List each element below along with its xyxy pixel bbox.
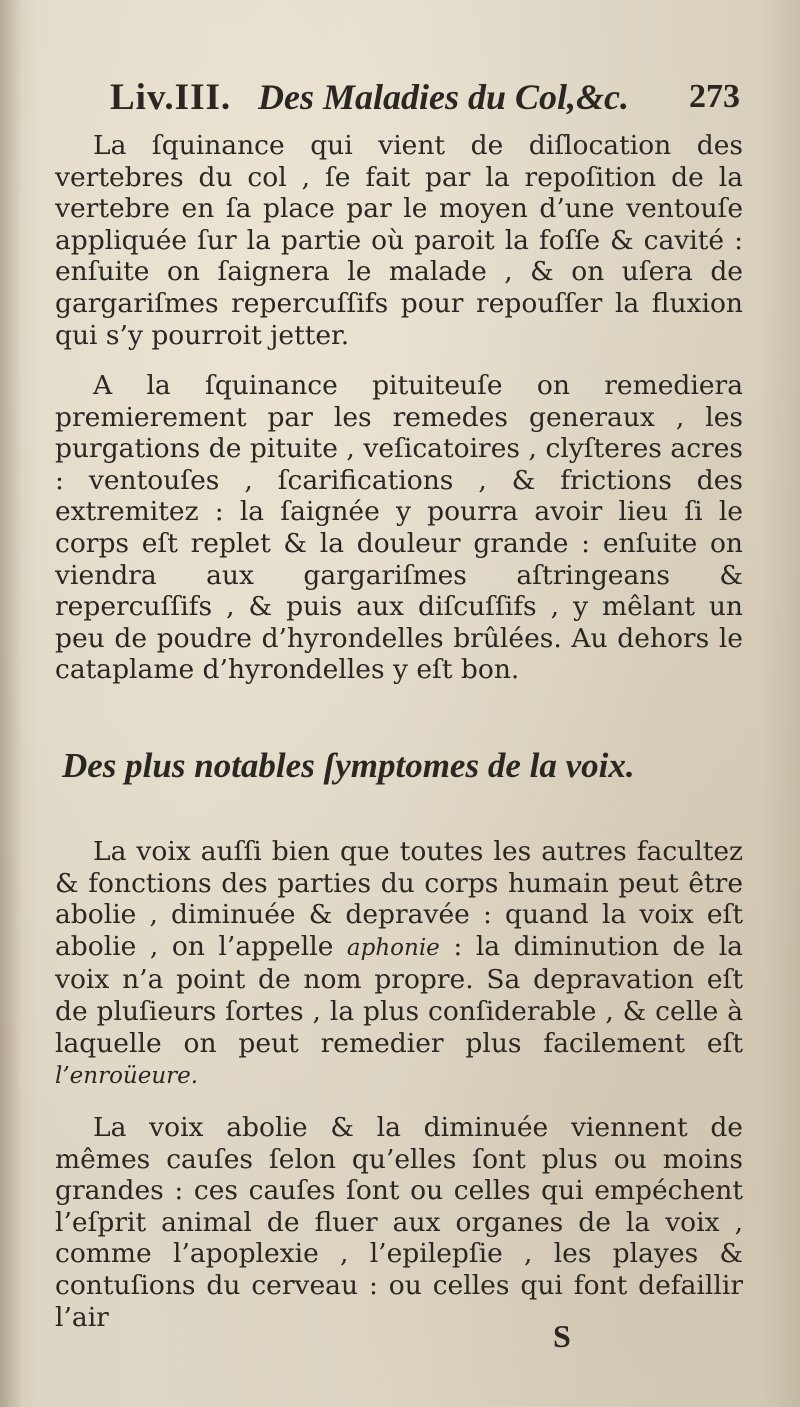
- book-number: Liv.III.: [110, 77, 232, 118]
- paragraph-text: La voix auſſi bien que toutes les autres facultez & fonctions des parties du corps humain peut être abolie , diminuée & depravée : quand la voix eſt abolie , on l’appelle: [55, 836, 743, 962]
- paragraph-text: : la diminution de la voix n’a point de nom propre. Sa depravation eſt de pluſieurs ſortes , la plus conſiderable , & celle à laquelle on peut remedier plus facilement eſt: [55, 930, 743, 1059]
- running-head: [110, 76, 740, 124]
- paragraph-voice-abolished: [55, 836, 743, 1093]
- paragraph-dislocation: La ſquinance qui vient de diſlocation des vertebres du col , ſe fait par la repoſition de la vertebre en ſa place par le moyen d’une ventouſe appliquée ſur la partie où paroit la foſſe & cavité : enſuite on ſaignera le malade , & on uſera de gargariſmes repercuſſifs pour repouſſer la fluxion qui s’y pourroit jetter.: [55, 130, 743, 351]
- page-number: 273: [689, 78, 740, 115]
- term-enroueure: l’enroüeure.: [55, 1063, 199, 1090]
- binding-shadow: [0, 0, 22, 1407]
- term-aphonie: aphonie: [346, 934, 440, 961]
- paragraph-causes: La voix abolie & la diminuée viennent de mêmes cauſes ſelon qu’elles ſont plus ou moins grandes : ces cauſes ſont ou celles qui empéchent l’eſprit animal de fluer aux organes de la voix , comme l’apoplexie , l’epilepſie , les playes & contuſions du cerveau : ou celles qui font defaillir l’air: [55, 1112, 743, 1333]
- paragraph-pituitous-quinsy: A la ſquinance pituiteuſe on remediera premierement par les remedes generaux , les purgations de pituite , veſicatoires , clyſteres acres : ventouſes , ſcarifications , & frictions des extremitez : la ſaignée y pourra avoir lieu ſi le corps eſt replet & la douleur grande : enſuite on viendra aux gargariſmes aſtringeans & repercuſſifs , & puis aux diſcuſſifs , y mêlant un peu de poudre d’hyrondelles brûlées. Au dehors le cataplame d’hyrondelles y eſt bon.: [55, 370, 743, 686]
- running-title: Des Maladies du Col,&c.: [258, 77, 630, 117]
- signature-mark: S: [553, 1318, 571, 1354]
- section-heading: Des plus notables ſymptomes de la voix.: [62, 746, 635, 785]
